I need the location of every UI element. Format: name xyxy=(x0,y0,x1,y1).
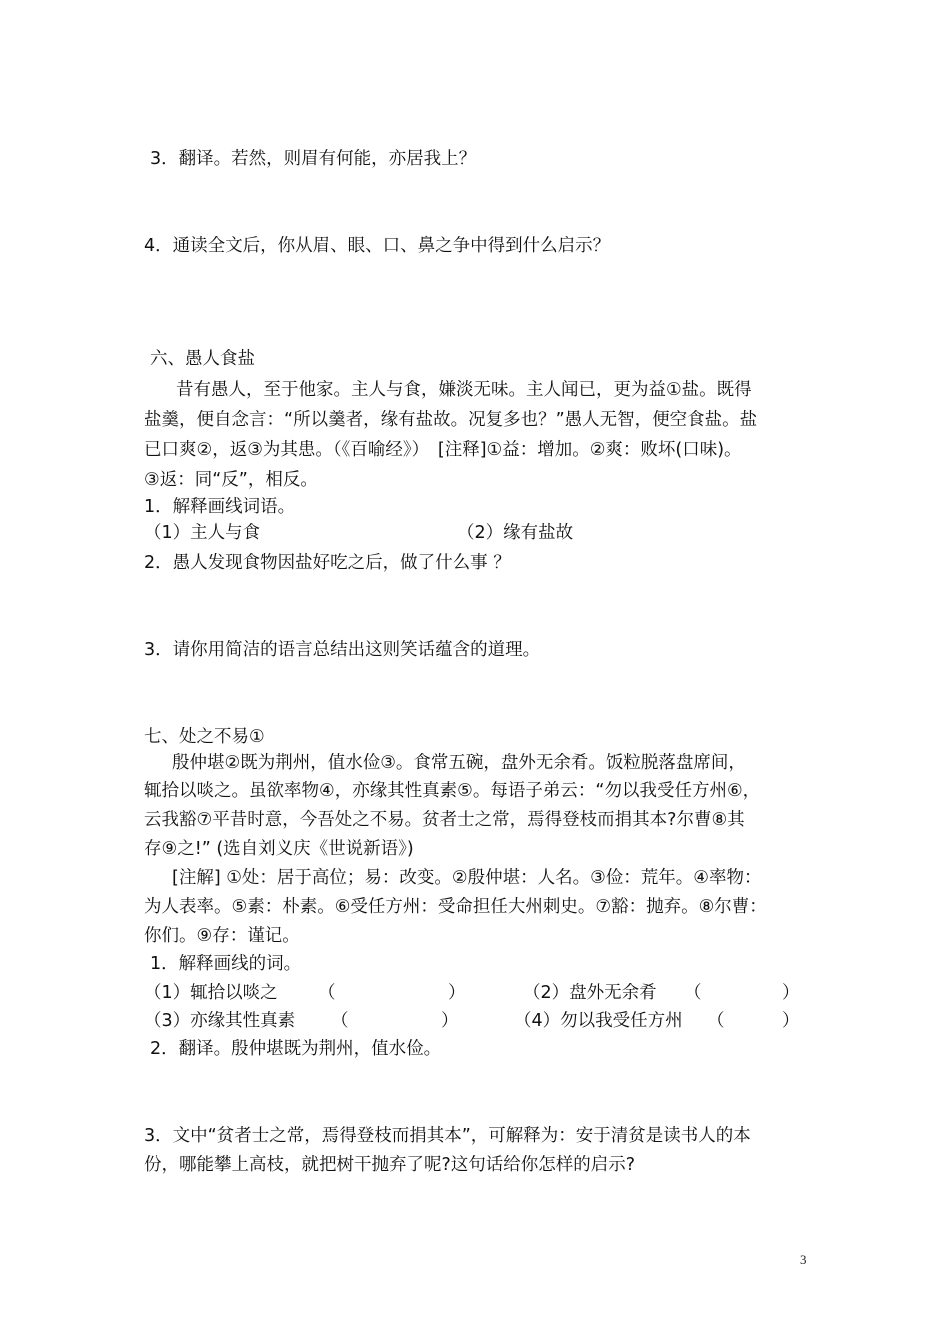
question-5-4: 4．通读全文后，你从眉、眼、口、鼻之争中得到什么启示？ xyxy=(144,236,611,256)
question-7-1: 1．解释画线的词。 xyxy=(150,954,302,974)
question-7-1-item-2: （2）盘外无余肴 xyxy=(523,983,657,1003)
section-7-notes-line-3: 你们。⑨存：谨记。 xyxy=(144,926,300,946)
question-6-1-item-2: （2）缘有盐故 xyxy=(457,523,574,543)
section-7-notes-line-1: [注解] ①处：居于高位；易：改变。②殷仲堪：人名。③俭：荒年。④率物： xyxy=(172,868,762,888)
question-7-3-line-1: 3．文中“贫者士之常，焉得登枝而捐其本”，可解释为：安于清贫是读书人的本 xyxy=(144,1126,751,1146)
question-6-1-item-1: （1）主人与食 xyxy=(144,523,261,543)
question-7-2: 2．翻译。殷仲堪既为荆州，值水俭。 xyxy=(150,1039,442,1059)
answer-blank-close: ） xyxy=(782,1011,800,1031)
section-7-passage-line-3: 云我豁⑦平昔时意，今吾处之不易。贫者士之常，焉得登枝而捐其本?尔曹⑧其 xyxy=(144,810,745,830)
answer-blank-open: （ xyxy=(684,983,702,1003)
answer-blank-open: （ xyxy=(318,983,336,1003)
question-7-1-item-1: （1）辄拾以啖之 xyxy=(144,983,278,1003)
question-6-2: 2．愚人发现食物因盐好吃之后，做了什么事 ？ xyxy=(144,553,511,573)
answer-blank-close: ） xyxy=(448,983,466,1003)
question-6-3: 3．请你用简洁的语言总结出这则笑话蕴含的道理。 xyxy=(144,640,541,660)
section-7-title: 七、处之不易① xyxy=(144,727,265,747)
answer-blank-close: ） xyxy=(441,1011,459,1031)
answer-blank-open: （ xyxy=(707,1011,725,1031)
question-7-1-item-4: （4）勿以我受任方州 xyxy=(514,1011,683,1031)
question-7-1-item-3: （3）亦缘其性真素 xyxy=(144,1011,296,1031)
section-7-passage-line-4: 存⑨之!” (选自刘义庆《世说新语》) xyxy=(144,839,414,859)
section-6-passage-line-1: 昔有愚人，至于他家。主人与食，嫌淡无味。主人闻已，更为益①盐。既得 xyxy=(176,380,752,400)
question-5-3: 3．翻译。若然，则眉有何能，亦居我上？ xyxy=(150,149,477,169)
section-6-passage-line-3: 已口爽②，返③为其患。（《百喻经》） [注释]①益：增加。②爽：败坏(口味)。 xyxy=(144,440,742,460)
section-6-passage-line-2: 盐羹，便自念言：“所以羹者，缘有盐故。况复多也？”愚人无智，便空食盐。盐 xyxy=(144,410,758,430)
answer-blank-open: （ xyxy=(331,1011,349,1031)
answer-blank-close: ） xyxy=(782,983,800,1003)
section-7-passage-line-2: 辄拾以啖之。虽欲率物④，亦缘其性真素⑤。每语子弟云：“勿以我受任方州⑥， xyxy=(144,781,761,801)
question-6-1: 1．解释画线词语。 xyxy=(144,497,296,517)
section-6-title: 六、愚人食盐 xyxy=(150,349,255,369)
section-6-passage-line-4: ③返：同“反”，相反。 xyxy=(144,470,318,490)
section-7-notes-line-2: 为人表率。⑤素：朴素。⑥受任方州：受命担任大州刺史。⑦豁：抛弃。⑧尔曹： xyxy=(144,897,767,917)
page-number: 3 xyxy=(800,1252,807,1267)
section-7-passage-line-1: 殷仲堪②既为荆州，值水俭③。食常五碗，盘外无余肴。饭粒脱落盘席间， xyxy=(172,753,746,773)
question-7-3-line-2: 份，哪能攀上高枝，就把树干抛弃了呢?这句话给你怎样的启示? xyxy=(144,1155,636,1175)
